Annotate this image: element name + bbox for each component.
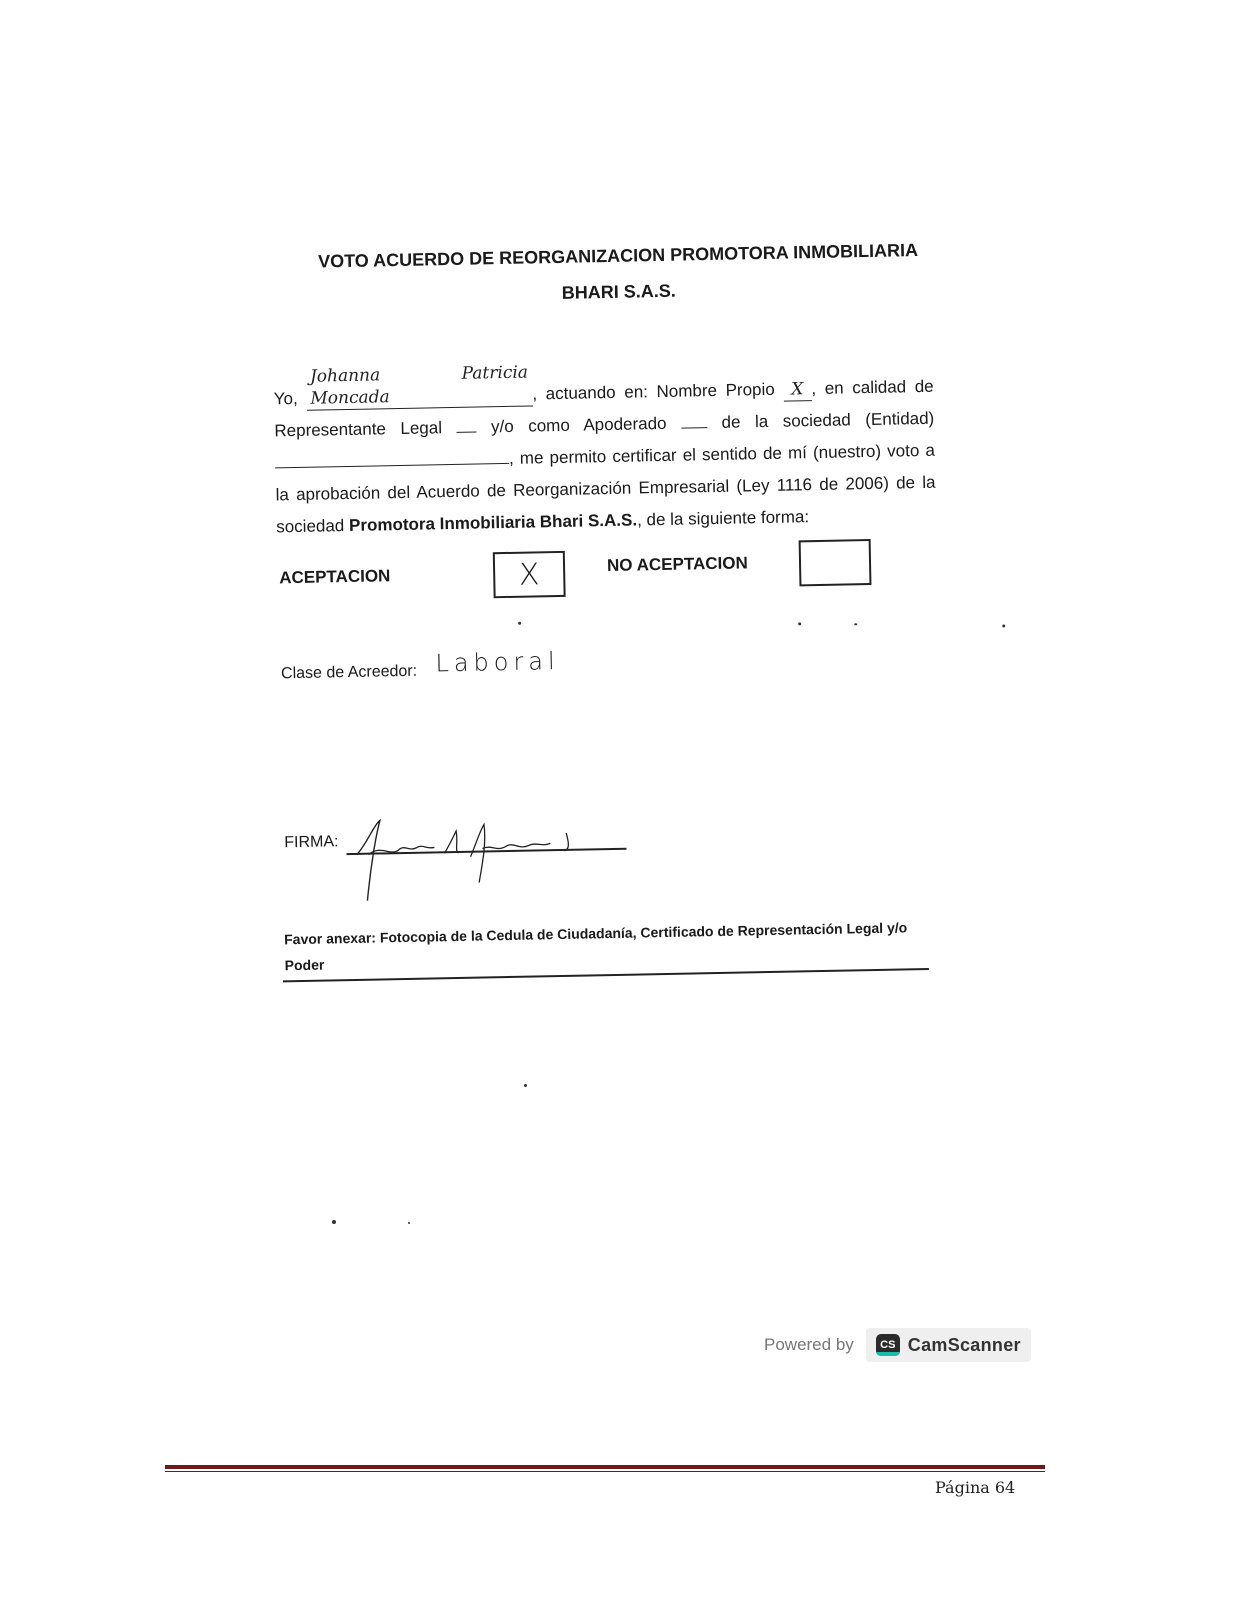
representante-blank bbox=[456, 416, 476, 433]
document-title bbox=[303, 232, 934, 316]
text-forma: , de la siguiente forma: bbox=[636, 507, 810, 530]
no-aceptacion-checkbox bbox=[799, 539, 872, 586]
page-number: Página 64 bbox=[935, 1478, 1016, 1497]
text-certificar: , me permito certificar el sentido de mí (nuestro) voto a la aprobación del Acuerdo de Reorganización Empresarial (Ley 1116 de 2006) de la sociedad bbox=[275, 440, 936, 537]
entidad-blank bbox=[275, 447, 509, 468]
apoderado-blank bbox=[681, 411, 707, 428]
footer-rule-thick bbox=[165, 1465, 1045, 1469]
aceptacion-label: ACEPTACION bbox=[279, 566, 391, 588]
scan-speck bbox=[518, 622, 521, 625]
scan-speck bbox=[332, 1220, 336, 1224]
text-yo: Yo, bbox=[273, 388, 298, 409]
title-line-2: BHARI S.A.S. bbox=[561, 280, 676, 303]
aceptacion-checkbox: X bbox=[493, 551, 566, 598]
camscanner-brand: CamScanner bbox=[907, 1334, 1021, 1355]
camscanner-watermark bbox=[764, 1326, 1031, 1364]
clase-value: Laboral bbox=[435, 646, 560, 678]
text-actuando: , actuando en: Nombre Propio bbox=[532, 379, 775, 404]
title-line-1: VOTO ACUERDO DE REORGANIZACION PROMOTORA INMOBILIARIA bbox=[317, 240, 919, 272]
scan-speck bbox=[524, 1084, 527, 1087]
scanned-form bbox=[242, 213, 977, 1017]
scan-speck bbox=[1002, 624, 1005, 627]
camscanner-badge bbox=[866, 1328, 1031, 1362]
declaration-paragraph bbox=[273, 354, 936, 544]
scan-speck bbox=[854, 623, 857, 625]
powered-by-text: Powered by bbox=[764, 1335, 854, 1354]
scan-speck bbox=[408, 1222, 410, 1224]
company-name: Promotora Inmobiliaria Bhari S.A.S. bbox=[348, 510, 638, 535]
footer-rule-thin bbox=[165, 1471, 1045, 1472]
handwritten-signature bbox=[346, 810, 638, 906]
text-yo-como: y/o como Apoderado bbox=[490, 413, 667, 437]
no-aceptacion-label: NO ACEPTACION bbox=[606, 553, 748, 576]
camscanner-logo-icon: CS bbox=[876, 1334, 900, 1356]
text-sociedad: de la sociedad (Entidad) bbox=[721, 408, 935, 432]
annex-instructions: Favor anexar: Fotocopia de la Cedula de Ciudadanía, Certificado de Representación Legal y/o Poder bbox=[284, 919, 908, 974]
scan-speck bbox=[798, 622, 801, 625]
clase-acreedor bbox=[280, 646, 560, 684]
clase-label: Clase de Acreedor: bbox=[280, 662, 418, 683]
text-calidad: , en calidad de Representante Legal bbox=[274, 376, 934, 441]
nombre-propio-mark: X bbox=[783, 378, 811, 402]
firma-label: FIRMA: bbox=[284, 833, 339, 852]
handwritten-name: Johanna Patricia Moncada bbox=[306, 361, 533, 410]
